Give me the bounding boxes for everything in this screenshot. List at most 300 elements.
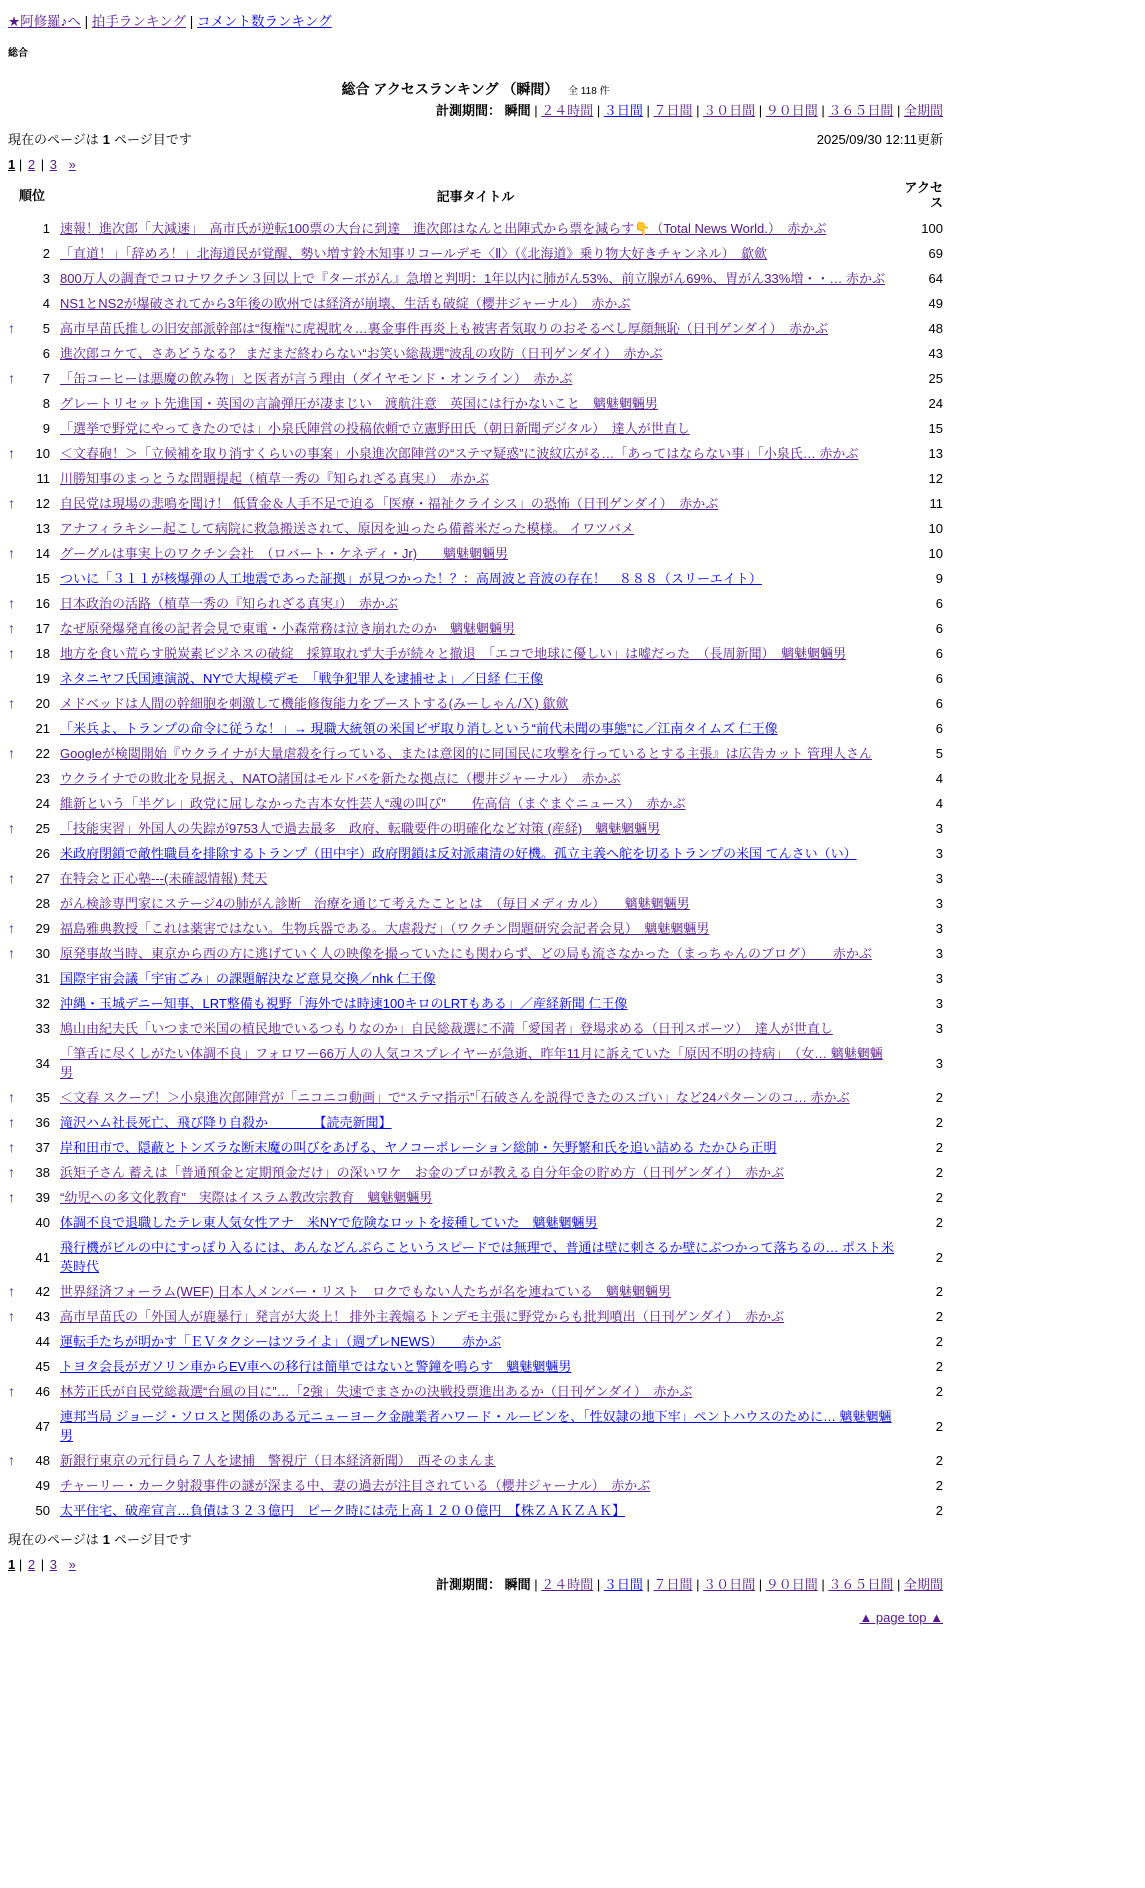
article-title-cell: [56, 491, 895, 516]
up-arrow-empty: [8, 516, 26, 541]
article-link[interactable]: 原発事故当時、東京から西の方に逃げていく人の映像を撮っていたにも関わらず、どの局も流さなかった（まっちゃんのブログ） 赤かぶ: [60, 946, 872, 961]
article-link[interactable]: 「直道！」「辞めろ！」北海道民が覚醒、勢い増す鈴木知事リコールデモ〈Ⅱ〉（《北海道》乗り物大好きチャンネル） 歙歛: [60, 246, 768, 261]
article-title-cell: [56, 1041, 895, 1085]
up-arrow-empty: [8, 891, 26, 916]
rank-number: 46: [35, 1384, 50, 1399]
period-current: 瞬間: [504, 103, 531, 118]
pagination-separator: |: [40, 1557, 45, 1572]
rank-number: 49: [35, 1478, 50, 1493]
table-row: [8, 391, 943, 416]
up-arrow-icon: ↑: [8, 620, 15, 636]
access-count: 3: [935, 971, 943, 986]
access-count: 2: [935, 1334, 943, 1349]
rank-number: 28: [35, 896, 50, 911]
rank-number: 36: [35, 1115, 50, 1130]
access-count: 4: [935, 796, 943, 811]
period-link-5[interactable]: ３６５日間: [828, 1577, 894, 1592]
table-row: [8, 1210, 943, 1235]
top-nav: [8, 10, 943, 30]
up-arrow-icon: ↑: [8, 695, 15, 711]
column-header-title: 記事タイトル: [436, 188, 515, 204]
access-count: 3: [935, 896, 943, 911]
rank-number: 14: [35, 546, 50, 561]
article-title-cell: [56, 466, 895, 491]
rank-number: 47: [35, 1418, 50, 1434]
table-row: [8, 466, 943, 491]
article-link[interactable]: 飛行機がビルの中にすっぽり入るには、あんなどんぶらこというスピードでは無理で、普通は壁に刺さるか壁にぶつかって落ちるの… ポスト米英時代: [60, 1240, 895, 1274]
page-info-number: 1: [102, 1532, 110, 1547]
table-row: [8, 841, 943, 866]
up-arrow-icon: ↑: [8, 1164, 15, 1180]
column-header-access: アクセス: [904, 180, 943, 210]
period-label: 計測期間：: [435, 103, 501, 118]
up-arrow-empty: [8, 766, 26, 791]
access-count: 2: [935, 1115, 943, 1130]
table-row: [8, 741, 943, 766]
article-link[interactable]: アナフィラキシー起こして病院に救急搬送されて、原因を辿ったら備蓄米だった模様。 イワツバメ: [60, 521, 634, 536]
up-arrow-empty: [8, 1210, 26, 1235]
article-link[interactable]: トヨタ会長がガソリン車からEV車への移行は簡単ではないと警鐘を鳴らす 魑魅魍魎男: [60, 1359, 572, 1374]
up-arrow-icon: ↑: [8, 370, 15, 386]
rank-number: 7: [42, 371, 50, 386]
rank-number: 45: [35, 1359, 50, 1374]
rank-number: 33: [35, 1021, 50, 1036]
nav-link-comment-ranking[interactable]: コメント数ランキング: [197, 14, 332, 29]
page-info-prefix: 現在のページは: [8, 132, 99, 147]
article-link[interactable]: 在特会と正心塾---(未確認情報) 梵天: [60, 871, 268, 886]
period-link-6[interactable]: 全期間: [903, 103, 943, 118]
access-count: 2: [935, 1215, 943, 1230]
rank-number: 1: [42, 221, 50, 236]
rank-number: 18: [35, 646, 50, 661]
article-title-cell: [56, 1498, 895, 1523]
article-link[interactable]: “幼児への多文化教育” 実際はイスラム教改宗教育 魑魅魍魎男: [60, 1190, 433, 1205]
up-arrow-empty: [8, 1041, 26, 1085]
article-link[interactable]: ＜文春 スクープ！＞小泉進次郎陣営が「ニコニコ動画」で“ステマ指示”「石破さんを説得できたのスゴい」など24パターンのコ… 赤かぶ: [60, 1090, 850, 1105]
up-arrow-empty: [8, 966, 26, 991]
access-count: 4: [935, 771, 943, 786]
table-row: [8, 641, 943, 666]
table-row: [8, 766, 943, 791]
article-link[interactable]: ネタニヤフ氏国連演説、NYで大規模デモ 「戦争犯罪人を逮捕せよ」／日経 仁王像: [60, 671, 544, 686]
period-link-5[interactable]: ３６５日間: [828, 103, 894, 118]
up-arrow-icon: ↑: [8, 545, 15, 561]
article-title-cell: [56, 1110, 895, 1135]
article-link[interactable]: 国際宇宙会議「宇宙ごみ」の課題解決など意見交換／nhk 仁王像: [60, 971, 436, 986]
access-count: 3: [935, 821, 943, 836]
table-row: [8, 566, 943, 591]
article-link[interactable]: 「技能実習」外国人の失踪が9753人で過去最多 政府、転職要件の明確化など対策 (産経) 魑魅魍魎男: [60, 821, 661, 836]
article-link[interactable]: 新銀行東京の元行員ら７人を逮捕 警視庁（日本経済新聞） 西そのまんま: [60, 1453, 496, 1468]
table-row: [8, 966, 943, 991]
table-row: [8, 266, 943, 291]
up-arrow-icon: ↑: [8, 820, 15, 836]
rank-number: 17: [35, 621, 50, 636]
pagination-page-2[interactable]: 2: [27, 157, 36, 172]
article-title-cell: [56, 1354, 895, 1379]
up-arrow-empty: [8, 266, 26, 291]
rank-number: 21: [35, 721, 50, 736]
table-row: [8, 441, 943, 466]
article-link[interactable]: 速報！進次郎「大減速」 高市氏が逆転100票の大台に到達 進次郎はなんと出陣式から票を減らす👇（Total News World.） 赤かぶ: [60, 221, 827, 236]
article-link[interactable]: グレートリセット先進国・英国の言論弾圧が凄まじい 渡航注意 英国には行かないこと 魑魅魍魎男: [60, 396, 658, 411]
article-title-cell: [56, 1379, 895, 1404]
up-arrow-icon: ↑: [8, 1114, 15, 1130]
article-link[interactable]: 川勝知事のまっとうな問題提起（植草一秀の『知られざる真実』） 赤かぶ: [60, 471, 490, 486]
page-top-link[interactable]: ▲ page top ▲: [859, 1610, 943, 1625]
table-row: [8, 216, 943, 241]
up-arrow-icon: ↑: [8, 595, 15, 611]
rank-number: 34: [35, 1055, 50, 1071]
article-title-cell: [56, 616, 895, 641]
pagination-separator: |: [40, 157, 45, 172]
current-page-info-bottom: [8, 1529, 943, 1548]
pagination-page-2[interactable]: 2: [27, 1557, 36, 1572]
access-ranking-page: [8, 0, 943, 1625]
access-count: 2: [935, 1309, 943, 1324]
up-arrow-empty: [8, 1235, 26, 1279]
table-row: [8, 916, 943, 941]
access-count: 6: [935, 646, 943, 661]
access-count: 10: [928, 546, 943, 561]
article-title-cell: [56, 416, 895, 441]
table-row: [8, 1235, 943, 1279]
pagination-current-page: 1: [8, 157, 16, 172]
article-link[interactable]: 地方を食い荒らす脱炭素ビジネスの破綻 採算取れず大手が続々と撤退 「エコで地球に優しい」は嘘だった （長周新聞） 魑魅魍魎男: [60, 646, 847, 661]
up-arrow-icon: ↑: [8, 1308, 15, 1324]
article-link[interactable]: ついに「３１１が核爆弾の人工地震であった証拠」が見つかった！？：高周波と音波の存在！ ８８８（スリーエイト）: [60, 571, 762, 586]
up-arrow-icon: ↑: [8, 1139, 15, 1155]
table-row: [8, 866, 943, 891]
table-row: [8, 666, 943, 691]
nav-link-asyura-home[interactable]: ★阿修羅♪へ: [8, 14, 81, 29]
rank-number: 3: [42, 271, 50, 286]
rank-number: 38: [35, 1165, 50, 1180]
article-link[interactable]: 沖縄・玉城デニー知事、LRT整備も視野「海外では時速100キロのLRTもある」／産経新聞 仁王像: [60, 996, 628, 1011]
article-title-cell: [56, 266, 895, 291]
rank-number: 42: [35, 1284, 50, 1299]
rank-number: 35: [35, 1090, 50, 1105]
table-row: [8, 491, 943, 516]
table-row: [8, 1135, 943, 1160]
up-arrow-icon: ↑: [8, 1383, 15, 1399]
rank-number: 15: [35, 571, 50, 586]
article-title-cell: [56, 1085, 895, 1110]
table-row: [8, 1041, 943, 1085]
rank-number: 2: [42, 246, 50, 261]
rank-number: 37: [35, 1140, 50, 1155]
article-link[interactable]: 維新という「半グレ」政党に屈しなかった吉本女性芸人“魂の叫び” 佐高信（まぐまぐニュース） 赤かぶ: [60, 796, 686, 811]
period-link-1[interactable]: ３日間: [603, 1577, 643, 1592]
article-link[interactable]: 浜矩子さん 蓄えは「普通預金と定期預金だけ」の深いワケ お金のプロが教える自分年金の貯め方（日刊ゲンダイ） 赤かぶ: [60, 1165, 785, 1180]
up-arrow-icon: ↑: [8, 495, 15, 511]
article-link[interactable]: チャーリー・カーク射殺事件の謎が深まる中、妻の過去が注目されている（櫻井ジャーナル） 赤かぶ: [60, 1478, 651, 1493]
up-arrow-empty: [8, 566, 26, 591]
article-title-cell: [56, 841, 895, 866]
rank-number: 13: [35, 521, 50, 536]
access-count: 2: [935, 1165, 943, 1180]
article-title-cell: [56, 441, 895, 466]
period-link-2[interactable]: ７日間: [653, 103, 693, 118]
table-row: [8, 341, 943, 366]
table-row: [8, 416, 943, 441]
footer: [8, 1529, 943, 1625]
nav-link-clap-ranking[interactable]: 拍手ランキング: [91, 14, 186, 29]
period-link-4[interactable]: ９０日間: [765, 1577, 818, 1592]
access-count: 9: [935, 571, 943, 586]
table-row: [8, 891, 943, 916]
period-selector-top: 計測期間： 瞬間 | ２４時間 | ３日間 | ７日間 | ３０日間 | ９０日間 | ３６５日間 | 全期間: [435, 103, 943, 118]
pagination-separator: |: [18, 157, 23, 172]
table-row: [8, 716, 943, 741]
table-row: [8, 591, 943, 616]
article-link[interactable]: 「筆舌に尽くしがたい体調不良」フォロワー66万人の人気コスプレイヤーが急逝、昨年11月に訴えていた「原因不明の持病」 （女… 魑魅魍魎男: [60, 1046, 883, 1080]
pagination-bottom: [8, 1557, 943, 1572]
pagination-next-icon[interactable]: »: [68, 157, 76, 172]
up-arrow-icon: ↑: [8, 870, 15, 886]
article-title-cell: [56, 741, 895, 766]
article-link[interactable]: 「選挙で野党にやってきたのでは」小泉氏陣営の投稿依頼で立憲野田氏（朝日新聞デジタル） 達人が世直し: [60, 421, 690, 436]
article-link[interactable]: 米政府閉鎖で敵性職員を排除するトランプ（田中宇）政府閉鎖は反対派粛清の好機。孤立主義へ舵を切るトランプの米国 てんさい（い）: [60, 846, 857, 861]
rank-number: 31: [35, 971, 50, 986]
article-title-cell: [56, 966, 895, 991]
rank-number: 11: [36, 471, 50, 486]
article-title-cell: [56, 941, 895, 966]
rank-number: 22: [35, 746, 50, 761]
access-count: 13: [928, 446, 943, 461]
article-link[interactable]: 福島雅典教授「これは薬害ではない。生物兵器である。大虐殺だ」（ワクチン問題研究会記者会見） 魑魅魍魎男: [60, 921, 710, 936]
rank-number: 8: [42, 396, 50, 411]
access-count: 6: [935, 696, 943, 711]
article-link[interactable]: 連邦当局 ジョージ・ソロスと関係のある元ニューヨーク金融業者ハワード・ルービンを、「性奴隷の地下牢」ペントハウスのために… 魑魅魍魎男: [60, 1409, 892, 1443]
period-label: 計測期間：: [435, 1577, 501, 1592]
rank-number: 50: [35, 1503, 50, 1518]
article-link[interactable]: 進次郎コケて、さあどうなる？ まだまだ終わらない“お笑い総裁選”波乱の攻防（日刊ゲンダイ） 赤かぶ: [60, 346, 663, 361]
period-link-4[interactable]: ９０日間: [765, 103, 818, 118]
access-count: 48: [928, 321, 943, 336]
table-row: [8, 941, 943, 966]
article-title-cell: [56, 716, 895, 741]
article-title-cell: [56, 691, 895, 716]
access-count: 2: [935, 1453, 943, 1468]
up-arrow-empty: [8, 291, 26, 316]
article-title-cell: [56, 1210, 895, 1235]
up-arrow-empty: [8, 791, 26, 816]
up-arrow-empty: [8, 241, 26, 266]
period-current: 瞬間: [504, 1577, 531, 1592]
article-title-cell: [56, 1185, 895, 1210]
article-title-cell: [56, 1329, 895, 1354]
rank-number: 23: [35, 771, 50, 786]
article-link[interactable]: 林芳正氏が自民党総裁選“台風の目に”…「2強」失速でまさかの決戦投票進出あるか（日刊ゲンダイ） 赤かぶ: [60, 1384, 693, 1399]
rank-number: 4: [42, 296, 50, 311]
article-link[interactable]: 岸和田市で、隠蔽とトンズラな断末魔の叫びをあげる、ヤノコーポレーション総帥・矢野繁和氏を追い詰める たかひら正明: [60, 1140, 777, 1155]
access-count: 12: [928, 471, 943, 486]
article-title-cell: [56, 291, 895, 316]
article-link[interactable]: がん検診専門家にステージ4の肺がん診断 治療を通じて考えたこととは （毎日メディカル） 魑魅魍魎男: [60, 896, 690, 911]
article-link[interactable]: 高市早苗氏推しの旧安部派幹部は“復権”に虎視眈々…裏金事件再炎上も被害者気取りのおそるべし厚顔無恥（日刊ゲンダイ） 赤かぶ: [60, 321, 829, 336]
period-link-2[interactable]: ７日間: [653, 1577, 693, 1592]
total-count: 全 118 件: [568, 86, 610, 97]
rank-number: 40: [35, 1215, 50, 1230]
page-info-suffix: ページ目です: [113, 1532, 192, 1547]
article-title-cell: [56, 341, 895, 366]
table-row: [8, 1498, 943, 1523]
article-link[interactable]: 体調不良で退職したテレ東人気女性アナ 米NYで危険なロットを接種していた 魑魅魍魎男: [60, 1215, 598, 1230]
article-title-cell: [56, 1448, 895, 1473]
rank-number: 39: [35, 1190, 50, 1205]
up-arrow-empty: [8, 1354, 26, 1379]
access-count: 6: [935, 621, 943, 636]
page-info-suffix: ページ目です: [113, 132, 192, 147]
table-row: [8, 691, 943, 716]
article-link[interactable]: 自民党は現場の悲鳴を聞け！ 低賃金＆人手不足で迫る「医療・福祉クライシス」の恐怖（日刊ゲンダイ） 赤かぶ: [60, 496, 719, 511]
article-link[interactable]: グーグルは事実上のワクチン会社 （ロバート・ケネディ・Jr) 魑魅魍魎男: [60, 546, 509, 561]
updated-timestamp: 2025/09/30 12:11更新: [816, 132, 943, 147]
article-link[interactable]: 日本政治の活路（植草一秀の『知られざる真実』） 赤かぶ: [60, 596, 399, 611]
table-row: [8, 791, 943, 816]
category-label: 総合: [8, 48, 28, 59]
article-link[interactable]: 世界経済フォーラム(WEF) 日本人メンバー・リスト ロクでもない人たちが名を連ねている 魑魅魍魎男: [60, 1284, 671, 1299]
article-link[interactable]: ＜文春砲！＞「立候補を取り消すくらいの事案」小泉進次郎陣営の“ステマ疑惑”に波紋広がる…「あってはならない事」「小泉氏… 赤かぶ: [60, 446, 859, 461]
up-arrow-icon: ↑: [8, 445, 15, 461]
access-count: 100: [921, 221, 943, 236]
table-row: [8, 366, 943, 391]
article-link[interactable]: 800万人の調査でコロナワクチン３回以上で『ターボがん』急増と判明：1年以内に肺がん53%、前立腺がん69%、胃がん33%増・・… 赤かぶ: [60, 271, 885, 286]
up-arrow-empty: [8, 666, 26, 691]
article-link[interactable]: Googleが検閲開始『ウクライナが大量虐殺を行っている、または意図的に同国民に攻撃を行っているとする主張』は広告カット 管理人さん: [60, 746, 873, 761]
rank-number: 27: [35, 871, 50, 886]
pagination-page-3[interactable]: 3: [49, 1557, 57, 1572]
article-title-cell: [56, 591, 895, 616]
access-count: 2: [935, 1478, 943, 1493]
access-count: 2: [935, 1384, 943, 1399]
table-row: [8, 1110, 943, 1135]
period-link-0[interactable]: ２４時間: [541, 103, 594, 118]
article-title-cell: [56, 791, 895, 816]
period-link-3[interactable]: ３０日間: [703, 103, 756, 118]
article-title-cell: [56, 1135, 895, 1160]
article-title-cell: [56, 916, 895, 941]
page-info-line: [8, 129, 943, 148]
table-row: [8, 1279, 943, 1304]
access-count: 3: [935, 846, 943, 861]
column-header-rank: 順位: [18, 187, 45, 203]
access-count: 49: [928, 296, 943, 311]
access-count: 6: [935, 671, 943, 686]
access-count: 69: [928, 246, 943, 261]
article-title-cell: [56, 516, 895, 541]
up-arrow-icon: ↑: [8, 1089, 15, 1105]
access-count: 3: [935, 1055, 943, 1071]
article-link[interactable]: メドベッドは人間の幹細胞を刺激して機能修復能力をブーストする(みーしゃん/Ｘ) 歙歛: [60, 696, 569, 711]
article-link[interactable]: 鳩山由紀夫氏「いつまで米国の植民地でいるつもりなのか」自民総裁選に不満「愛国者」登場求める（日刊スポーツ） 達人が世直し: [60, 1021, 833, 1036]
up-arrow-icon: ↑: [8, 1283, 15, 1299]
rank-number: 19: [35, 671, 50, 686]
access-count: 24: [928, 396, 943, 411]
access-count: 25: [928, 371, 943, 386]
table-row: [8, 1085, 943, 1110]
access-count: 2: [935, 1249, 943, 1265]
article-link[interactable]: 太平住宅、破産宣言…負債は３２３億円 ピーク時には売上高１２００億円 【株ＺＡＫＺＡＫ】: [60, 1503, 625, 1518]
up-arrow-empty: [8, 991, 26, 1016]
table-row: [8, 241, 943, 266]
access-count: 2: [935, 1190, 943, 1205]
period-link-1[interactable]: ３日間: [603, 103, 643, 118]
table-row: [8, 991, 943, 1016]
article-title-cell: [56, 1473, 895, 1498]
article-title-cell: [56, 391, 895, 416]
article-link[interactable]: NS1とNS2が爆破されてから3年後の欧州では経済が崩壊、生活も破綻（櫻井ジャーナル） 赤かぶ: [60, 296, 631, 311]
up-arrow-icon: ↑: [8, 1452, 15, 1468]
article-link[interactable]: 高市早苗氏の「外国人が鹿暴行」発言が大炎上！ 排外主義煽るトンデモ主張に野党からも批判噴出（日刊ゲンダイ） 赤かぶ: [60, 1309, 785, 1324]
access-count: 2: [935, 1140, 943, 1155]
period-link-3[interactable]: ３０日間: [703, 1577, 756, 1592]
table-row: [8, 1304, 943, 1329]
article-title-cell: [56, 891, 895, 916]
access-count: 5: [935, 746, 943, 761]
access-count: 15: [928, 421, 943, 436]
article-title-cell: [56, 1404, 895, 1448]
up-arrow-empty: [8, 216, 26, 241]
up-arrow-icon: ↑: [8, 320, 15, 336]
article-title-cell: [56, 641, 895, 666]
up-arrow-icon: ↑: [8, 645, 15, 661]
article-link[interactable]: ウクライナでの敗北を見据え、NATO諸国はモルドバを新たな拠点に（櫻井ジャーナル） 赤かぶ: [60, 771, 621, 786]
article-title-cell: [56, 1235, 895, 1279]
period-link-0[interactable]: ２４時間: [541, 1577, 594, 1592]
article-link[interactable]: 「米兵よ、トランプの命令に従うな！」→ 現職大統領の米国ビザ取り消しという“前代未聞の事態”に／江南タイムズ 仁王像: [60, 721, 778, 736]
table-row: [8, 541, 943, 566]
pagination-top: [8, 157, 943, 172]
article-title-cell: [56, 991, 895, 1016]
article-link[interactable]: 運転手たちが明かす「ＥＶタクシーはツライよ」（週プレNEWS） 赤かぶ: [60, 1334, 502, 1349]
rank-number: 26: [35, 846, 50, 861]
page-info-prefix: 現在のページは: [8, 1532, 99, 1547]
table-row: [8, 1404, 943, 1448]
period-link-6[interactable]: 全期間: [903, 1577, 943, 1592]
nav-separator: |: [189, 14, 198, 29]
pagination-page-3[interactable]: 3: [49, 157, 57, 172]
table-row: [8, 1473, 943, 1498]
table-row: [8, 316, 943, 341]
pagination-next-icon[interactable]: »: [68, 1557, 76, 1572]
up-arrow-icon: ↑: [8, 745, 15, 761]
current-page-info: [8, 129, 192, 148]
access-count: 3: [935, 1021, 943, 1036]
page-title-text: 総合 アクセスランキング （瞬間）: [341, 81, 559, 97]
access-count: 3: [935, 871, 943, 886]
article-link[interactable]: 「缶コーヒーは悪魔の飲み物」と医者が言う理由（ダイヤモンド・オンライン） 赤かぶ: [60, 371, 573, 386]
access-count: 2: [935, 1090, 943, 1105]
table-row: [8, 1329, 943, 1354]
article-link[interactable]: 滝沢ハム社長死亡、飛び降り自殺か 【読売新聞】: [60, 1115, 392, 1130]
up-arrow-empty: [8, 466, 26, 491]
table-row: [8, 616, 943, 641]
article-title-cell: [56, 1160, 895, 1185]
access-count: 11: [929, 496, 943, 511]
rank-number: 12: [35, 496, 50, 511]
page-top-line: [8, 1610, 943, 1625]
up-arrow-icon: ↑: [8, 945, 15, 961]
article-link[interactable]: なぜ原発爆発直後の記者会見で東電・小森常務は泣き崩れたのか 魑魅魍魎男: [60, 621, 516, 636]
rank-number: 41: [35, 1249, 50, 1265]
article-title-cell: [56, 216, 895, 241]
rank-number: 20: [35, 696, 50, 711]
ranking-table: [8, 176, 943, 1523]
rank-number: 29: [35, 921, 50, 936]
rank-number: 24: [35, 796, 50, 811]
